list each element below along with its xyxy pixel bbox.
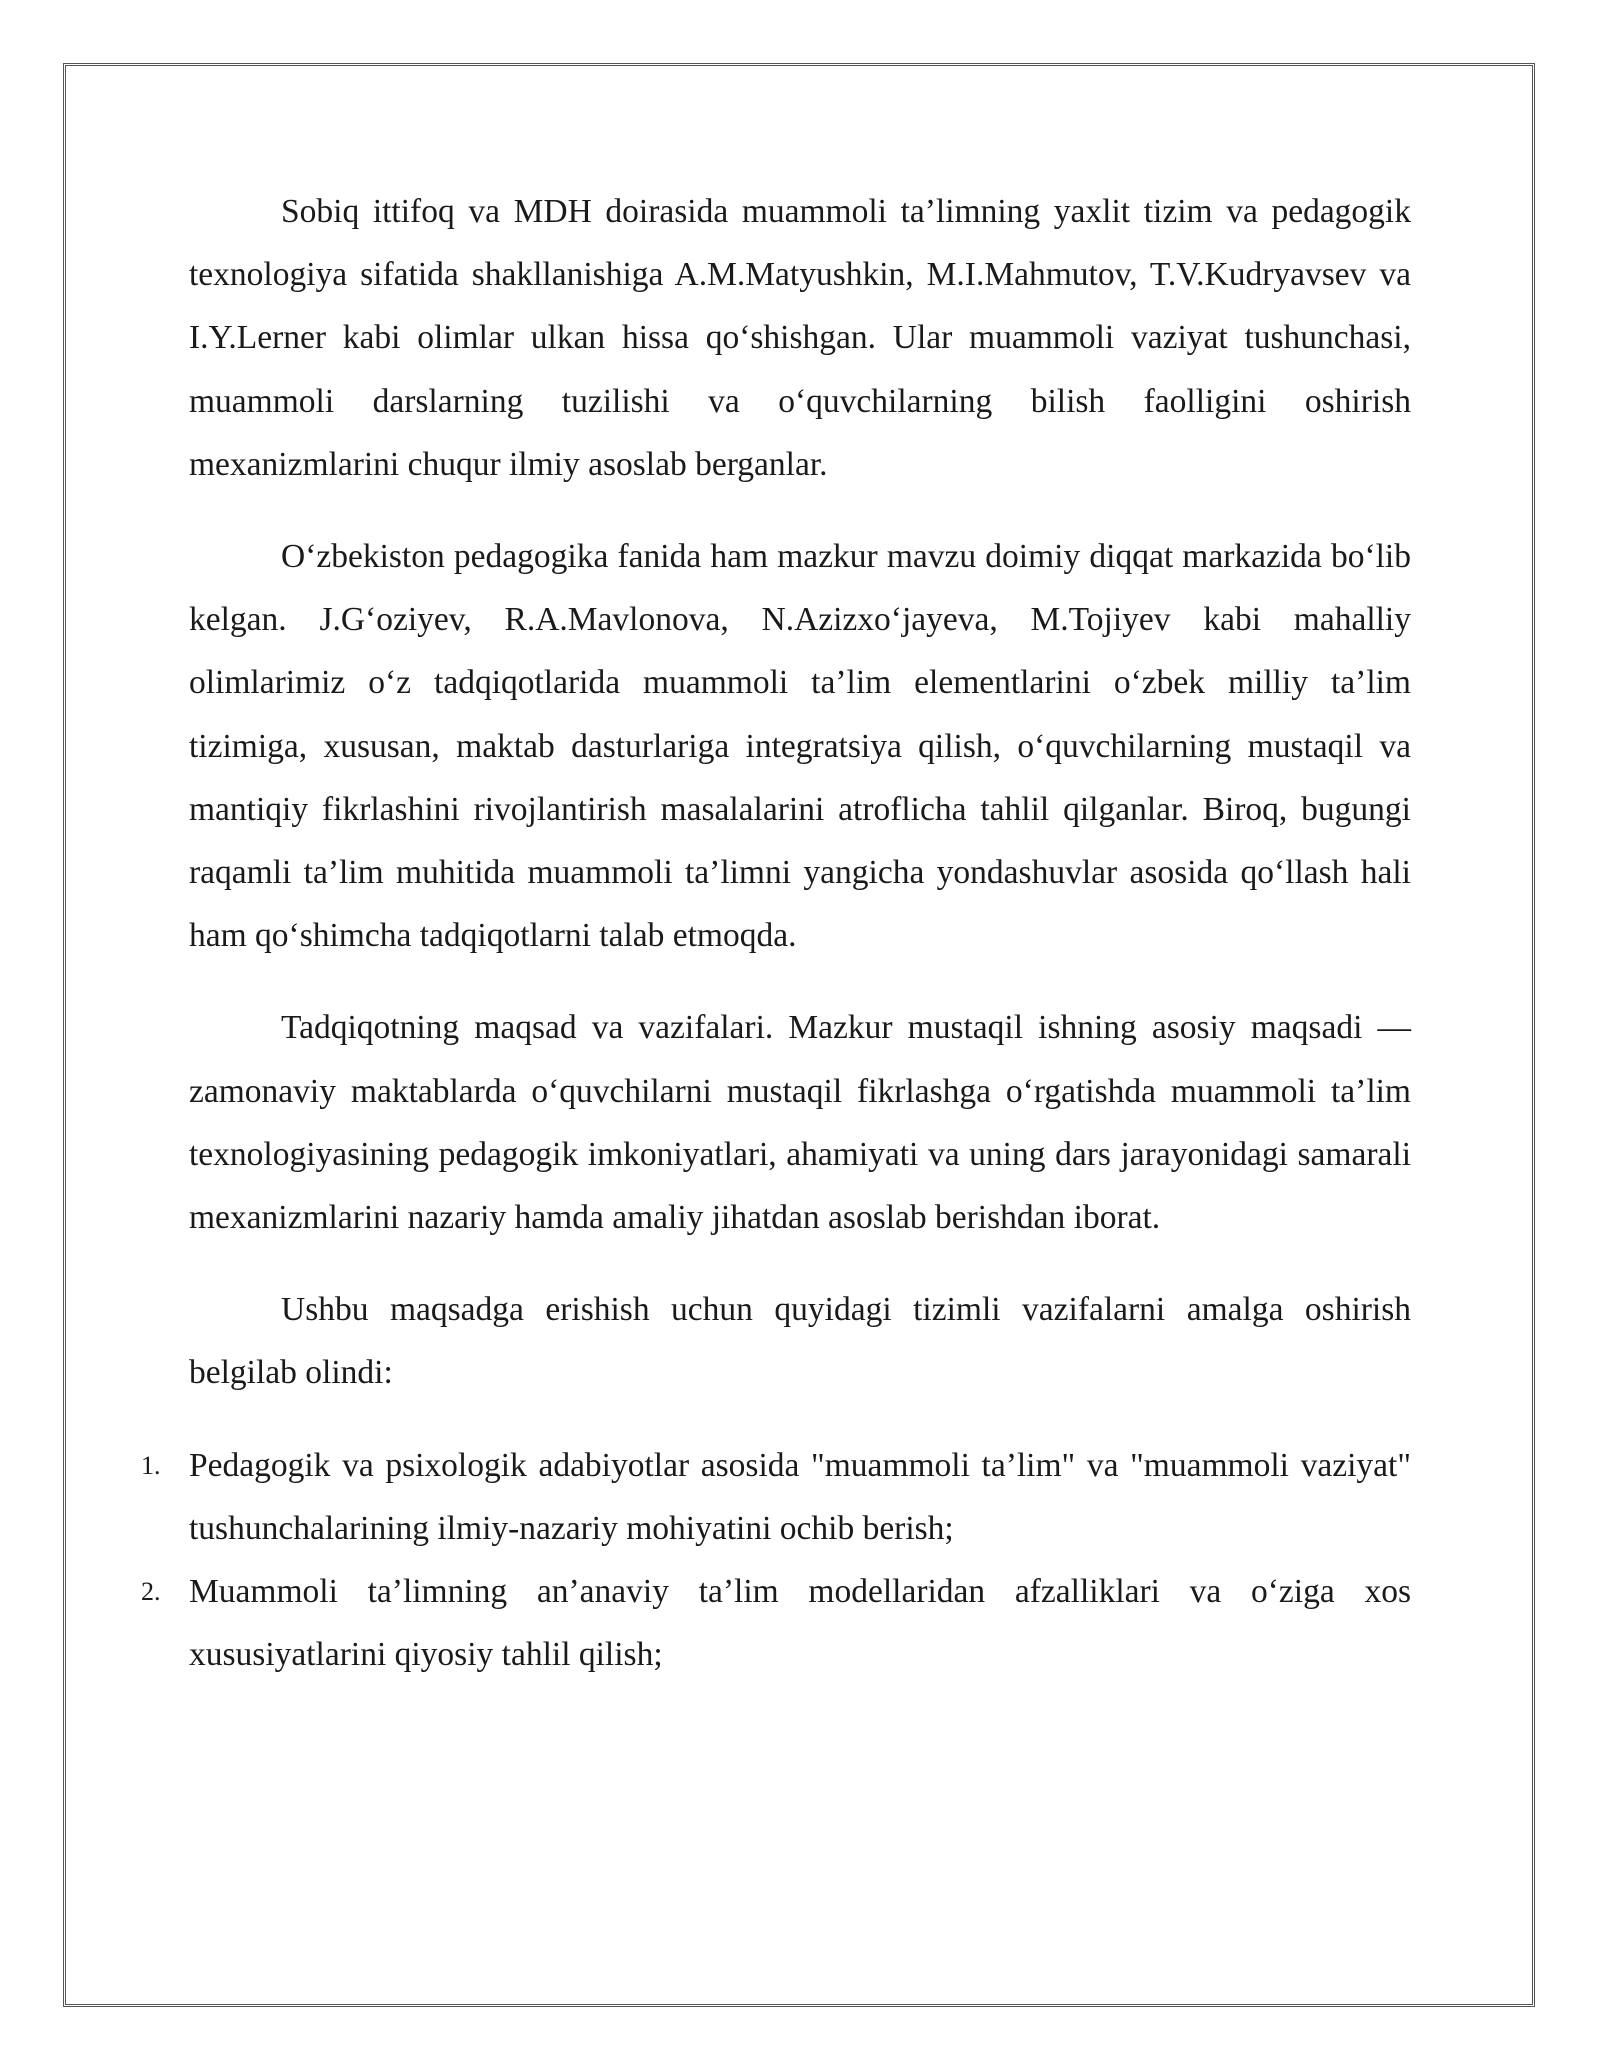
list-item-text: Muammoli ta’limning an’anaviy ta’lim modellaridan afzalliklari va o‘ziga xos xususiyatlarini qiyosiy tahlil qilish; [189, 1573, 1411, 1674]
paragraph-uzbek-research: O‘zbekiston pedagogika fanida ham mazkur mavzu doimiy diqqat markazida bo‘lib kelgan. J.G‘oziyev, R.A.Mavlonova, N.Azizxo‘jayeva, M.Tojiyev kabi mahalliy olimlarimiz o‘z tadqiqotlarida muammoli ta’lim elementlarini o‘zbek milliy ta’lim tizimiga, xususan, maktab dasturlariga integratsiya qilish, o‘quvchilarning mustaqil va mantiqiy fikrlashini rivojlantirish masalalarini atroflicha tahlil qilganlar. Biroq, bugungi raqamli ta’lim muhitida muammoli ta’limni yangicha yondashuvlar asosida qo‘llash hali ham qo‘shimcha tadqiqotlarni talab etmoqda. [189, 538, 1411, 955]
paragraph-tasks-intro: Ushbu maqsadga erishish uchun quyidagi tizimli vazifalarni amalga oshirish belgilab olindi: [189, 1291, 1411, 1392]
paragraph-historical-background: Sobiq ittifoq va MDH doirasida muammoli ta’limning yaxlit tizim va pedagogik texnologiya sifatida shakllanishiga A.M.Matyushkin, M.I.Mahmutov, T.V.Kudryavsev va I.Y.Lerner kabi olimlar ulkan hissa qo‘shishgan. Ular muammoli vaziyat tushunchasi, muammoli darslarning tuzilishi va o‘quvchilarning bilish faolligini oshirish mexanizmlarini chuqur ilmiy asoslab berganlar. [189, 193, 1411, 483]
document-body [141, 180, 1411, 1686]
list-item-number: 2. [141, 1577, 161, 1607]
task-list [141, 1434, 1411, 1687]
list-item-text: Pedagogik va psixologik adabiyotlar asosida "muammoli ta’lim" va "muammoli vaziyat" tushunchalarining ilmiy-nazariy mohiyatini ochib berish; [189, 1446, 1411, 1547]
paragraph-research-goal: Tadqiqotning maqsad va vazifalari. Mazkur mustaqil ishning asosiy maqsadi — zamonaviy maktablarda o‘quvchilarni mustaqil fikrlashga o‘rgatishda muammoli ta’lim texnologiyasining pedagogik imkoniyatlari, ahamiyati va uning dars jarayonidagi samarali mexanizmlarini nazariy hamda amaliy jihatdan asoslab berishdan iborat. [189, 1009, 1411, 1237]
list-item [141, 1560, 1411, 1686]
list-item-number: 1. [141, 1450, 161, 1480]
list-item [141, 1434, 1411, 1560]
